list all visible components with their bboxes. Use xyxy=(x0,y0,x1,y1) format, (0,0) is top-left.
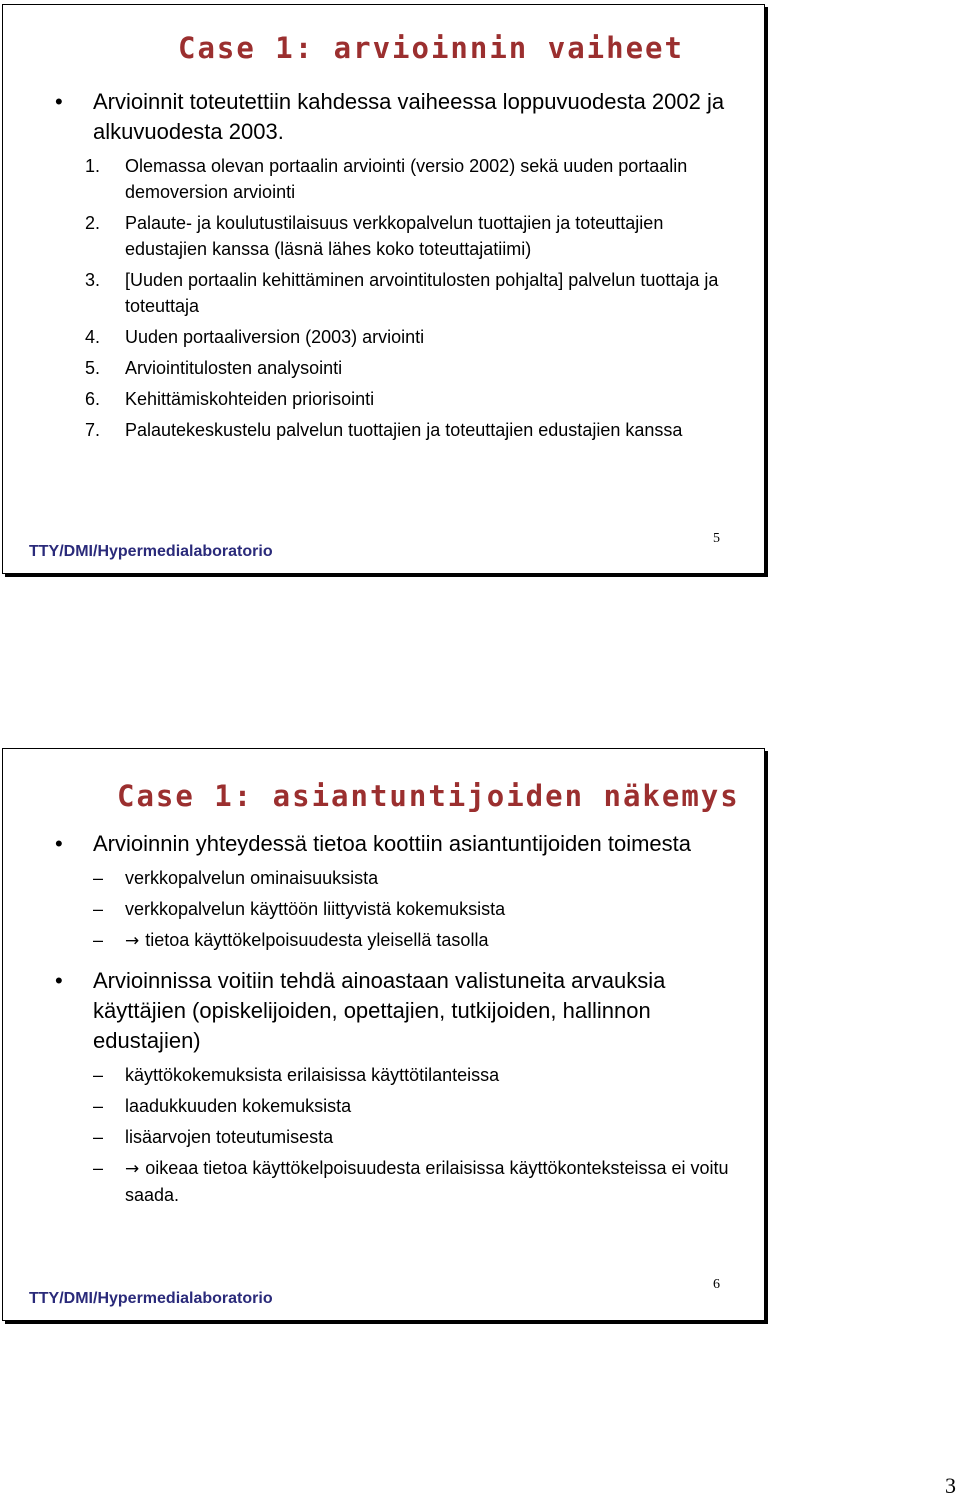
arrow-right-icon: → xyxy=(125,931,140,951)
sub-item-text: tietoa käyttökelpoisuudesta yleisellä tasolla xyxy=(145,930,489,950)
slide-footer: TTY/DMI/Hypermedialaboratorio xyxy=(29,1290,273,1307)
sub-item xyxy=(55,927,744,954)
dash-icon: – xyxy=(93,1096,104,1116)
arrow-right-icon: → xyxy=(125,1159,140,1179)
sub-item xyxy=(55,896,744,922)
sub-item xyxy=(55,1155,744,1208)
dash-icon: – xyxy=(93,1065,104,1085)
dash-icon: – xyxy=(93,868,104,888)
numbered-item xyxy=(55,417,744,443)
slide-title: Case 1: asiantuntijoiden näkemys xyxy=(117,779,740,813)
slide-6 xyxy=(2,748,765,1321)
item-text: [Uuden portaalin kehittäminen arvointitulosten pohjalta] palvelun tuottaja ja toteuttaja xyxy=(125,270,719,316)
item-number: 4. xyxy=(85,327,101,347)
bullet-item xyxy=(55,966,744,1056)
numbered-item xyxy=(55,324,744,350)
document-page-number: 3 xyxy=(945,1473,956,1498)
slide-footer: TTY/DMI/Hypermedialaboratorio xyxy=(29,543,273,560)
item-text: Kehittämiskohteiden priorisointi xyxy=(125,389,375,409)
item-text: Olemassa olevan portaalin arviointi (versio 2002) sekä uuden portaalin demoversion arviointi xyxy=(125,156,688,202)
slide-title: Case 1: arvioinnin vaiheet xyxy=(178,31,684,65)
numbered-item xyxy=(55,355,744,381)
item-number: 5. xyxy=(85,358,101,378)
sub-item-text: oikeaa tietoa käyttökelpoisuudesta erilaisissa käyttökonteksteissa ei voitu saada. xyxy=(125,1158,729,1205)
numbered-item xyxy=(55,153,744,205)
sub-item-text: lisäarvojen toteutumisesta xyxy=(125,1127,334,1147)
item-number: 6. xyxy=(85,389,101,409)
dash-icon: – xyxy=(93,1127,104,1147)
bullet-text: Arvioinnin yhteydessä tietoa koottiin asiantuntijoiden toimesta xyxy=(93,831,692,856)
item-number: 3. xyxy=(85,270,101,290)
slide-content xyxy=(55,87,744,448)
bullet-icon: • xyxy=(55,89,63,114)
bullet-icon: • xyxy=(55,831,63,856)
dash-icon: – xyxy=(93,1158,104,1178)
dash-icon: – xyxy=(93,930,104,950)
item-text: Palaute- ja koulutustilaisuus verkkopalvelun tuottajien ja toteuttajien edustajien kanssa (läsnä lähes koko toteuttajatiimi) xyxy=(125,213,664,259)
numbered-item xyxy=(55,267,744,319)
numbered-item xyxy=(55,386,744,412)
item-text: Arviointitulosten analysointi xyxy=(125,358,343,378)
sub-item xyxy=(55,1093,744,1119)
item-text: Palautekeskustelu palvelun tuottajien ja toteuttajien edustajien kanssa xyxy=(125,420,683,440)
bullet-item xyxy=(55,829,744,859)
slide-5 xyxy=(2,4,765,574)
slide-page-number: 6 xyxy=(713,1277,720,1292)
numbered-item xyxy=(55,210,744,262)
sub-item xyxy=(55,1062,744,1088)
sub-item xyxy=(55,1124,744,1150)
bullet-text: Arvioinnissa voitiin tehdä ainoastaan valistuneita arvauksia käyttäjien (opiskelijoiden, opettajien, tutkijoiden, hallinnon edustajien) xyxy=(93,968,666,1053)
item-number: 7. xyxy=(85,420,101,440)
sub-item-text: käyttökokemuksista erilaisissa käyttötilanteissa xyxy=(125,1065,500,1085)
slide-page-number: 5 xyxy=(713,531,720,546)
bullet-icon: • xyxy=(55,968,63,993)
dash-icon: – xyxy=(93,899,104,919)
sub-item-text: laadukkuuden kokemuksista xyxy=(125,1096,352,1116)
item-number: 2. xyxy=(85,213,101,233)
item-number: 1. xyxy=(85,156,101,176)
sub-item xyxy=(55,865,744,891)
item-text: Uuden portaaliversion (2003) arviointi xyxy=(125,327,425,347)
slide-content xyxy=(55,829,744,1213)
bullet-item xyxy=(55,87,744,147)
sub-item-text: verkkopalvelun ominaisuuksista xyxy=(125,868,379,888)
bullet-text: Arvioinnit toteutettiin kahdessa vaiheessa loppuvuodesta 2002 ja alkuvuodesta 2003. xyxy=(93,89,725,144)
sub-item-text: verkkopalvelun käyttöön liittyvistä kokemuksista xyxy=(125,899,506,919)
